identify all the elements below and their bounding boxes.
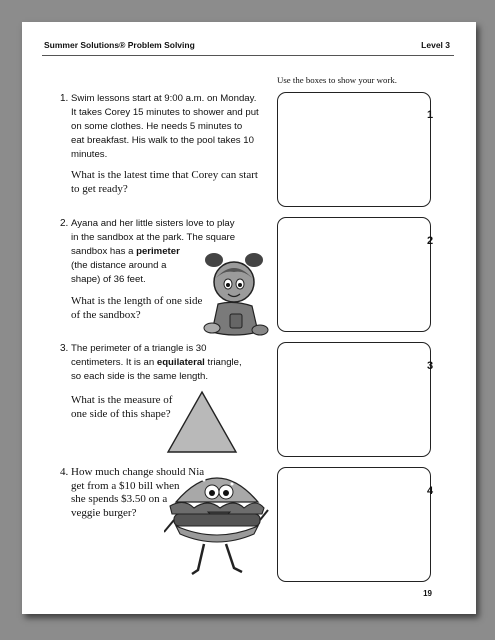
work-box-label: 1	[427, 109, 434, 121]
question-line: so each side is the same length.	[71, 371, 209, 382]
question-line: Ayana and her little sisters love to play	[71, 218, 235, 229]
question-line: on some clothes. He needs 5 minutes to	[71, 121, 243, 132]
work-box-label: 3	[427, 360, 434, 372]
question-3-ask	[71, 394, 172, 421]
question-line: get from a $10 bill when	[71, 479, 180, 492]
question-line: eat breakfast. His walk to the pool takes 10	[71, 135, 254, 146]
equilateral-triangle	[166, 390, 238, 454]
header-level: Level 3	[421, 40, 450, 50]
keyword-equilateral: equilateral	[156, 357, 205, 368]
work-box-2[interactable]	[277, 217, 434, 332]
question-line	[71, 356, 286, 370]
question-line: It takes Corey 15 minutes to shower and put	[71, 107, 259, 118]
header-title: Summer Solutions® Problem Solving	[44, 40, 195, 50]
question-line: she spends $3.50 on a	[71, 493, 168, 505]
header-divider	[42, 55, 454, 56]
work-box-3[interactable]	[277, 342, 434, 457]
ask-line: one side of this shape?	[71, 407, 171, 420]
question-line: veggie burger?	[71, 506, 137, 519]
worksheet-page	[22, 22, 476, 614]
question-number: 2.	[60, 218, 69, 229]
work-box-4[interactable]	[277, 467, 434, 582]
line-text: centimeters. It is an	[71, 357, 155, 368]
ask-line: of the sandbox?	[71, 308, 141, 321]
question-1-ask	[71, 169, 258, 196]
question-line: Swim lessons start at 9:00 a.m. on Monday.	[71, 93, 257, 104]
ask-line: to get ready?	[71, 182, 128, 195]
line-text: triangle,	[207, 357, 242, 368]
question-line: The perimeter of a triangle is 30	[71, 343, 207, 354]
page-number: 19	[423, 589, 432, 598]
question-line: (the distance around a	[71, 260, 167, 271]
question-number: 1.	[60, 93, 69, 104]
girl-sandbox-illustration	[200, 244, 270, 340]
work-box-label: 2	[427, 235, 434, 247]
ask-line: What is the latest time that Corey can start	[71, 169, 258, 181]
question-number: 4.	[60, 466, 69, 478]
ask-line: What is the measure of	[71, 394, 173, 406]
line-text: sandbox has a	[71, 246, 134, 257]
question-2-ask	[71, 295, 202, 322]
question-number: 3.	[60, 343, 69, 354]
veggie-burger-illustration	[164, 458, 270, 580]
work-box-label: 4	[427, 485, 434, 497]
keyword-perimeter: perimeter	[136, 246, 180, 257]
work-instruction: Use the boxes to show your work.	[277, 75, 397, 85]
question-line: in the sandbox at the park. The square	[71, 232, 236, 243]
question-line: minutes.	[71, 149, 108, 160]
question-line: shape) of 36 feet.	[71, 274, 146, 285]
question-line: How much change should Nia	[71, 466, 205, 478]
work-box-1[interactable]	[277, 92, 434, 207]
ask-line: What is the length of one side	[71, 295, 203, 307]
